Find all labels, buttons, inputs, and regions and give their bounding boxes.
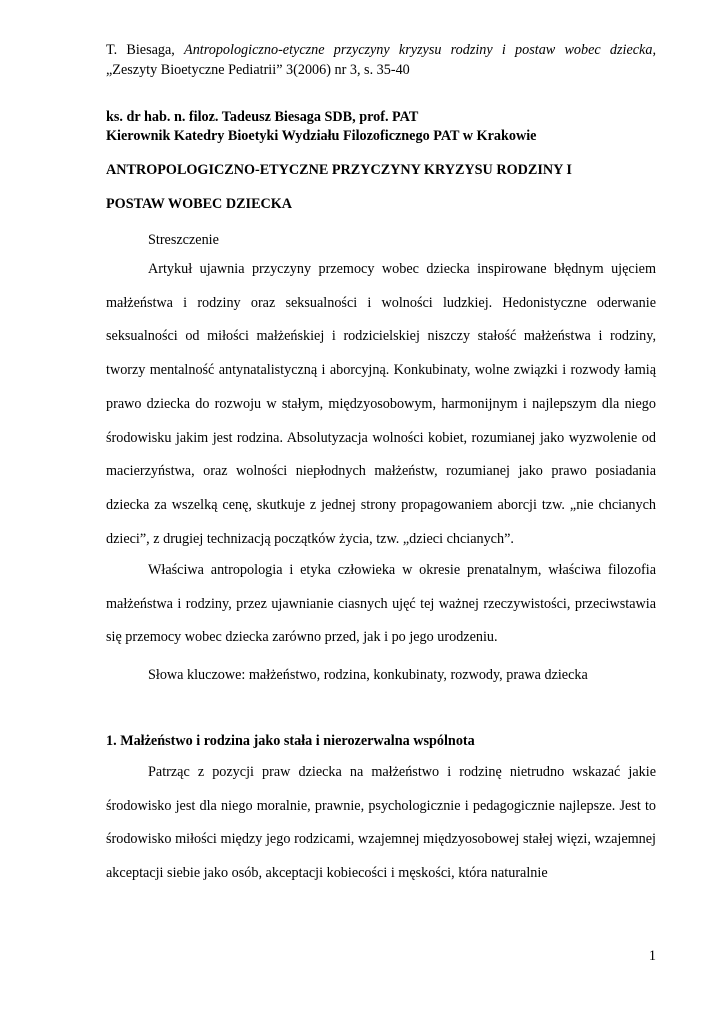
citation-header [106, 40, 656, 80]
author-name: ks. dr hab. n. filoz. Tadeusz Biesaga SDB, prof. PAT [106, 109, 419, 125]
citation-source: „Zeszyty Bioetyczne Pediatrii” 3(2006) nr 3, s. 35-40 [106, 62, 410, 78]
section-heading: 1. Małżeństwo i rodzina jako stała i nierozerwalna wspólnota [106, 733, 475, 749]
citation-article-title: Antropologiczno-etyczne przyczyny kryzysu rodziny i postaw wobec dziecka, [184, 42, 656, 58]
page-number: 1 [648, 948, 656, 964]
keywords: Słowa kluczowe: małżeństwo, rodzina, konkubinaty, rozwody, prawa dziecka [148, 667, 588, 683]
article-title-line1: ANTROPOLOGICZNO-ETYCZNE PRZYCZYNY KRYZYSU RODZINY I [106, 162, 572, 178]
abstract-paragraph-2: Właściwa antropologia i etyka człowieka w okresie prenatalnym, właściwa filozofia małżeństwa i rodziny, przez ujawnianie ciasnych ujęć tej ważnej rzeczywistości, przeciwstawia się przemocy wobec dziecka zarówno przed, jak i po jego urodzeniu. [106, 562, 656, 646]
article-title-line2: POSTAW WOBEC DZIECKA [106, 196, 293, 212]
author-affiliation: Kierownik Katedry Bioetyki Wydziału Filozoficznego PAT w Krakowie [106, 128, 537, 144]
abstract-label: Streszczenie [148, 232, 219, 248]
abstract-paragraph-1: Artykuł ujawnia przyczyny przemocy wobec dziecka inspirowane błędnym ujęciem małżeństwa i rodziny oraz seksualności i wolności ludzkiej. Hedonistyczne oderwanie seksualności od miłości małżeńskiej i rodzicielskiej niszczy stałość małżeństwa i rodziny, tworzy mentalność antynatalistyczną i aborcyjną. Konkubinaty, wolne związki i rozwody łamią prawo dziecka do rozwoju w stałym, międzyosobowym, harmonijnym i najlepszym dla niego środowisku jakim jest rodzina. Absolutyzacja wolności kobiet, rozumianej jako wyzwolenie od macierzyństwa, oraz wolności niepłodnych małżeństw, rozumianej jako prawo posiadania dziecka za wszelką cenę, skutkuje z jednej strony propagowaniem aborcji tzw. „nie chcianych dzieci”, z drugiej technizacją początków życia, tzw. „dzieci chcianych”. [106, 261, 656, 547]
citation-author: T. Biesaga, [106, 42, 185, 58]
section-paragraph: Patrząc z pozycji praw dziecka na małżeństwo i rodzinę nietrudno wskazać jakie środowisko jest dla niego moralnie, prawnie, psychologicznie i pedagogicznie najlepsze. Jest to środowisko miłości między jego rodzicami, wzajemnej międzyosobowej stałej więzi, wzajemnej akceptacji siebie jako osób, akceptacji kobiecości i męskości, która naturalnie [106, 764, 656, 882]
author-block [106, 108, 656, 146]
